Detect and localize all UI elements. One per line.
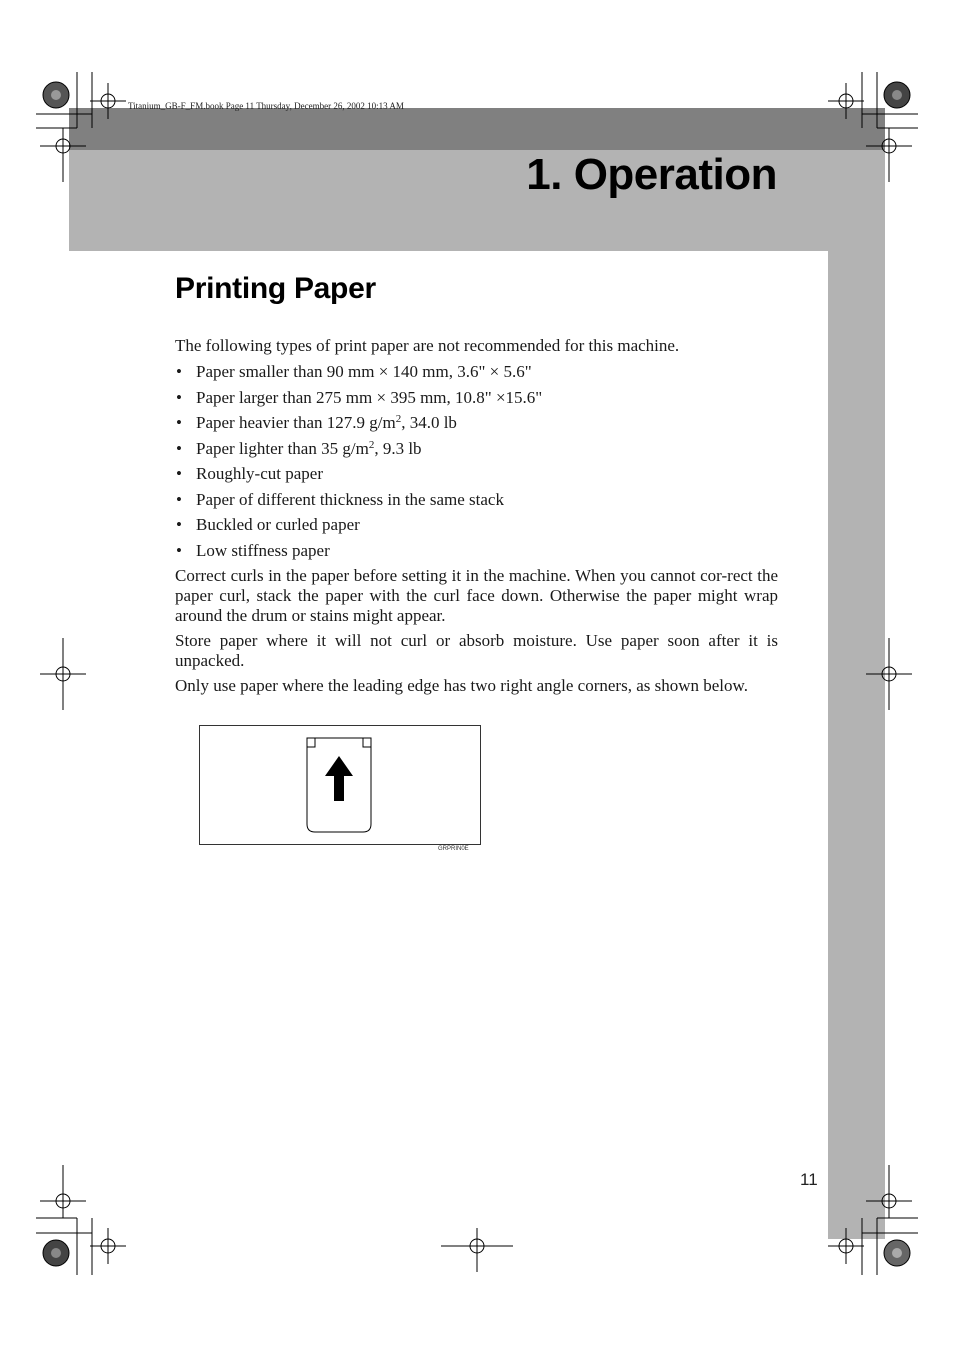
bullet-icon: •	[176, 413, 182, 432]
storage-paragraph: Store paper where it will not curl or absorb moisture. Use paper soon after it is unpacked.	[175, 631, 778, 670]
list-item: • Roughly-cut paper	[176, 464, 323, 483]
print-slug: Titanium_GB-F_FM.book Page 11 Thursday, December 26, 2002 10:13 AM	[128, 101, 404, 111]
figure-code: GRPRIN0E	[438, 846, 469, 852]
bullet-icon: •	[176, 464, 182, 483]
list-item: • Paper heavier than 127.9 $g/m^2$, 34.0 lb	[176, 413, 457, 432]
list-item: • Buckled or curled paper	[176, 515, 360, 534]
leading-edge-paragraph: Only use paper where the leading edge has two right angle corners, as shown below.	[175, 676, 748, 695]
bullet-icon: •	[176, 387, 182, 407]
list-item: • Paper of different thickness in the same stack	[176, 489, 504, 509]
color-wheel-icon	[43, 82, 910, 1266]
bullet-icon: •	[176, 489, 182, 509]
registration-target-icon	[40, 83, 912, 1272]
list-item: • Paper lighter than 35 $g/m^2$, 9.3 lb	[176, 438, 422, 458]
list-item: • Paper smaller than 90 mm × 140 mm, 3.6" × 5.6"	[176, 362, 532, 381]
curl-paragraph: Correct curls in the paper before setting it in the machine. When you cannot cor-rect the paper curl, stack the paper with the curl face down. Otherwise the paper might wrap around the drum or stains might appear.	[175, 566, 778, 625]
bullet-icon: •	[176, 362, 182, 381]
bullet-icon: •	[176, 438, 182, 458]
list-item: • Paper larger than 275 mm × 395 mm, 10.8" ×15.6"	[176, 387, 543, 407]
intro-paragraph: The following types of print paper are not recommended for this machine.	[175, 336, 680, 355]
list-item: • Low stiffness paper	[176, 540, 330, 560]
chapter-title: 1. Operation	[526, 150, 777, 199]
section-title: Printing Paper	[175, 272, 376, 305]
bullet-icon: •	[176, 515, 182, 534]
bullet-icon: •	[176, 540, 182, 560]
page-number: 11	[800, 1170, 818, 1189]
